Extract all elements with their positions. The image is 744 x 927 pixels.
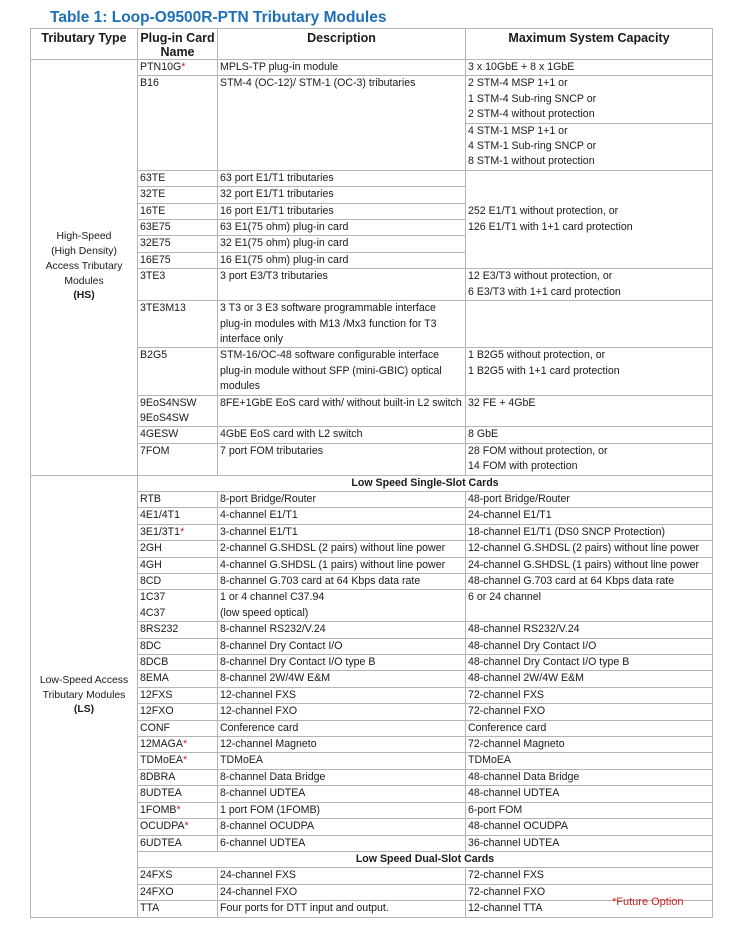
card-name-cell xyxy=(138,671,218,687)
description-cell xyxy=(218,884,466,900)
cell-line: 12 E3/T3 without protection, or xyxy=(468,270,613,283)
cell-line: TDMoEA xyxy=(220,754,263,767)
cell-line: 2-channel G.SHDSL (2 pairs) without line power xyxy=(220,542,446,555)
cell-line: 3 T3 or 3 E3 software programmable interface xyxy=(220,302,436,315)
capacity-cell xyxy=(466,269,713,301)
cell-line: 72-channel FXO xyxy=(468,705,546,718)
cell-line: STM-4 (OC-12)/ STM-1 (OC-3) tributaries xyxy=(220,77,416,90)
card-name-cell xyxy=(138,557,218,573)
capacity-cell xyxy=(466,123,713,170)
cell-line: 12-channel FXS xyxy=(220,688,296,701)
cell-line: 4 STM-1 MSP 1+1 or xyxy=(468,124,568,137)
capacity-cell xyxy=(466,687,713,703)
cell-line: 8 STM-1 without protection xyxy=(468,155,595,168)
single-slot-subheader: Low Speed Single-Slot Cards xyxy=(138,475,713,491)
card-name-cell xyxy=(138,427,218,443)
cell-line: 8DCB xyxy=(140,656,169,669)
category-line: High-Speed xyxy=(56,231,112,243)
cell-line: 8RS232 xyxy=(140,623,179,636)
description-cell xyxy=(218,220,466,236)
cell-line: OCUDPA* xyxy=(140,820,189,833)
card-name-cell xyxy=(138,443,218,475)
category-line: Low-Speed Access xyxy=(39,674,129,686)
card-name-cell xyxy=(138,786,218,802)
cell-line: 8-channel UDTEA xyxy=(220,787,306,800)
cell-line: modules xyxy=(220,380,261,393)
card-name-cell xyxy=(138,348,218,395)
cell-line: 8CD xyxy=(140,575,162,587)
cell-line: 8-channel Dry Contact I/O xyxy=(220,639,343,652)
dual-slot-subheader: Low Speed Dual-Slot Cards xyxy=(138,851,713,867)
card-name-cell xyxy=(138,638,218,654)
cell-line: B2G5 xyxy=(140,349,168,362)
category-line: (LS) xyxy=(73,704,95,716)
capacity-cell xyxy=(466,671,713,687)
cell-line: RTB xyxy=(140,492,161,505)
cell-line: 1 STM-4 Sub-ring SNCP or xyxy=(468,92,597,105)
ls-category-cell xyxy=(31,475,138,917)
header-tributary-type: Tributary Type xyxy=(31,29,138,60)
description-cell xyxy=(218,203,466,219)
capacity-cell xyxy=(466,574,713,590)
cell-line: MPLS-TP plug-in module xyxy=(220,61,339,73)
cell-line: 8-port Bridge/Router xyxy=(220,492,316,505)
cell-line: 12FXO xyxy=(140,705,174,718)
cell-line: 1 or 4 channel C37.94 xyxy=(220,591,325,604)
future-option-marker: * xyxy=(176,803,181,816)
cell-line: plug-in modules with M13 /Mx3 function for T3 xyxy=(220,317,437,330)
description-cell xyxy=(218,252,466,268)
description-cell xyxy=(218,687,466,703)
card-name-cell xyxy=(138,269,218,301)
capacity-cell xyxy=(466,427,713,443)
cell-line: 24-channel FXS xyxy=(220,869,296,882)
cell-line: 8 GbE xyxy=(468,428,499,441)
card-name-cell xyxy=(138,590,218,622)
description-cell xyxy=(218,395,466,427)
cell-line: 8-channel 2W/4W E&M xyxy=(220,672,331,685)
card-name-cell xyxy=(138,704,218,720)
capacity-cell xyxy=(466,170,713,268)
cell-line: 16 E1(75 ohm) plug-in card xyxy=(220,253,349,266)
cell-line: Four ports for DTT input and output. xyxy=(220,902,389,915)
future-option-footnote: *Future Option xyxy=(612,896,684,908)
cell-line: 12-channel FXO xyxy=(220,705,298,718)
cell-line: 126 E1/T1 with 1+1 card protection xyxy=(468,220,633,233)
cell-line: 6-channel UDTEA xyxy=(220,836,306,849)
card-name-cell xyxy=(138,395,218,427)
cell-line: 24-channel E1/T1 xyxy=(468,509,552,522)
cell-line: 8EMA xyxy=(140,672,169,685)
cell-line: interface only xyxy=(220,332,284,345)
cell-line: 32 E1(75 ohm) plug-in card xyxy=(220,237,349,250)
card-name-cell xyxy=(138,236,218,252)
description-cell xyxy=(218,301,466,348)
card-name-cell xyxy=(138,835,218,851)
cell-line: 4-channel E1/T1 xyxy=(220,509,298,522)
header-row xyxy=(31,29,713,60)
cell-line: 12MAGA* xyxy=(140,738,188,751)
capacity-cell xyxy=(466,769,713,785)
capacity-cell xyxy=(466,557,713,573)
cell-line: 32TE xyxy=(140,188,166,201)
cell-line: 8-channel RS232/V.24 xyxy=(220,623,326,636)
cell-line: 4E1/4T1 xyxy=(140,509,181,522)
description-cell xyxy=(218,348,466,395)
capacity-cell xyxy=(466,590,713,622)
cell-line: 1 B2G5 without protection, or xyxy=(468,349,606,362)
cell-line: 8UDTEA xyxy=(140,787,182,800)
card-name-cell xyxy=(138,76,218,170)
capacity-cell xyxy=(466,76,713,123)
card-name-cell xyxy=(138,524,218,540)
cell-line: Conference card xyxy=(468,721,547,734)
cell-line: 48-port Bridge/Router xyxy=(468,492,570,505)
header-card-name: Plug-in Card Name xyxy=(138,29,218,60)
card-name-cell xyxy=(138,622,218,638)
category-line: Access Tributary xyxy=(45,260,123,272)
cell-line: 72-channel FXS xyxy=(468,688,544,701)
cell-line: 32E75 xyxy=(140,237,171,250)
description-cell xyxy=(218,868,466,884)
future-option-marker: * xyxy=(181,61,186,73)
description-cell xyxy=(218,753,466,769)
table-row xyxy=(31,60,713,76)
card-name-cell xyxy=(138,491,218,507)
cell-line: 72-channel Magneto xyxy=(468,738,565,751)
cell-line: 24FXS xyxy=(140,869,173,882)
description-cell xyxy=(218,802,466,818)
description-cell xyxy=(218,524,466,540)
cell-line: 24-channel G.SHDSL (1 pairs) without line power xyxy=(468,558,700,571)
cell-line: 48-channel 2W/4W E&M xyxy=(468,672,584,685)
category-line: Modules xyxy=(64,275,104,287)
tributary-modules-table xyxy=(30,28,713,918)
card-name-cell xyxy=(138,541,218,557)
cell-line: 2 STM-4 without protection xyxy=(468,108,595,121)
cell-line: 12-channel G.SHDSL (2 pairs) without line power xyxy=(468,542,700,555)
capacity-cell xyxy=(466,395,713,427)
capacity-cell xyxy=(466,835,713,851)
description-cell xyxy=(218,704,466,720)
cell-line: 9EoS4NSW xyxy=(140,396,197,409)
cell-line: 4 STM-1 Sub-ring SNCP or xyxy=(468,140,597,153)
cell-line: PTN10G* xyxy=(140,61,186,73)
cell-line: 63 E1(75 ohm) plug-in card xyxy=(220,221,349,234)
card-name-cell xyxy=(138,301,218,348)
description-cell xyxy=(218,786,466,802)
description-cell xyxy=(218,170,466,186)
cell-line: 3-channel E1/T1 xyxy=(220,525,298,538)
card-name-cell xyxy=(138,655,218,671)
cell-line: 48-channel Dry Contact I/O type B xyxy=(468,656,630,669)
cell-line: 12FXS xyxy=(140,688,173,701)
card-name-cell xyxy=(138,769,218,785)
card-name-cell xyxy=(138,220,218,236)
cell-line: 2 STM-4 MSP 1+1 or xyxy=(468,77,568,90)
description-cell xyxy=(218,541,466,557)
cell-line: 4GH xyxy=(140,558,162,571)
cell-line: 8DC xyxy=(140,639,162,652)
cell-line: 252 E1/T1 without protection, or xyxy=(468,205,619,218)
future-option-marker: * xyxy=(182,754,188,767)
card-name-cell xyxy=(138,901,218,917)
cell-line: 2GH xyxy=(140,542,162,555)
capacity-cell xyxy=(466,655,713,671)
description-cell xyxy=(218,236,466,252)
description-cell xyxy=(218,622,466,638)
cell-line: 16 port E1/T1 tributaries xyxy=(220,204,334,217)
cell-line: 48-channel Dry Contact I/O xyxy=(468,639,597,652)
card-name-cell xyxy=(138,508,218,524)
capacity-cell xyxy=(466,802,713,818)
cell-line: 1 port FOM (1FOMB) xyxy=(220,803,321,816)
card-name-cell xyxy=(138,868,218,884)
cell-line: 8-channel Data Bridge xyxy=(220,770,326,783)
cell-line: 72-channel FXS xyxy=(468,869,544,882)
card-name-cell xyxy=(138,252,218,268)
card-name-cell xyxy=(138,737,218,753)
category-line: Tributary Modules xyxy=(42,689,126,701)
cell-line: 24FXO xyxy=(140,885,174,898)
card-name-cell xyxy=(138,170,218,186)
description-cell xyxy=(218,574,466,590)
cell-line: 18-channel E1/T1 (DS0 SNCP Protection) xyxy=(468,525,666,538)
cell-line: 8-channel G.703 card at 64 Kbps data rate xyxy=(220,575,421,587)
capacity-cell xyxy=(466,508,713,524)
card-name-cell xyxy=(138,720,218,736)
capacity-cell xyxy=(466,524,713,540)
future-option-marker: * xyxy=(182,738,188,751)
category-line: (HS) xyxy=(73,290,95,302)
cell-line: 63E75 xyxy=(140,221,171,234)
cell-line: 7FOM xyxy=(140,444,170,457)
hs-category-cell xyxy=(31,60,138,476)
cell-line: 3 x 10GbE + 8 x 1GbE xyxy=(468,61,575,73)
future-option-marker: * xyxy=(184,820,189,833)
cell-line: 4GESW xyxy=(140,428,179,441)
description-cell xyxy=(218,590,466,622)
capacity-cell xyxy=(466,753,713,769)
card-name-cell xyxy=(138,60,218,76)
cell-line: 8-channel Dry Contact I/O type B xyxy=(220,656,376,669)
description-cell xyxy=(218,76,466,170)
cell-line: 3 port E3/T3 tributaries xyxy=(220,270,328,283)
cell-line: 48-channel OCUDPA xyxy=(468,820,568,833)
capacity-cell xyxy=(466,443,713,475)
cell-line: 48-channel UDTEA xyxy=(468,787,560,800)
description-cell xyxy=(218,443,466,475)
description-cell xyxy=(218,819,466,835)
card-name-cell xyxy=(138,574,218,590)
capacity-cell xyxy=(466,819,713,835)
description-cell xyxy=(218,60,466,76)
cell-line: 32 FE + 4GbE xyxy=(468,396,536,409)
header-description: Description xyxy=(218,29,466,60)
capacity-cell xyxy=(466,704,713,720)
cell-line: 3TE3 xyxy=(140,270,166,283)
future-option-marker: * xyxy=(180,525,185,538)
card-name-cell xyxy=(138,802,218,818)
cell-line: 7 port FOM tributaries xyxy=(220,444,324,457)
cell-line: 8DBRA xyxy=(140,770,176,783)
cell-line: 8-channel OCUDPA xyxy=(220,820,315,833)
cell-line: 6UDTEA xyxy=(140,836,182,849)
cell-line: 4C37 xyxy=(140,606,166,619)
capacity-cell xyxy=(466,622,713,638)
cell-line: CONF xyxy=(140,721,171,734)
card-name-cell xyxy=(138,687,218,703)
description-cell xyxy=(218,901,466,917)
description-cell xyxy=(218,737,466,753)
cell-line: TTA xyxy=(140,902,160,915)
category-line: (High Density) xyxy=(51,246,117,258)
capacity-cell xyxy=(466,786,713,802)
description-cell xyxy=(218,269,466,301)
card-name-cell xyxy=(138,203,218,219)
description-cell xyxy=(218,427,466,443)
cell-line: 6 or 24 channel xyxy=(468,591,542,604)
description-cell xyxy=(218,769,466,785)
cell-line: 6 E3/T3 with 1+1 card protection xyxy=(468,285,621,298)
capacity-cell xyxy=(466,720,713,736)
card-name-cell xyxy=(138,884,218,900)
capacity-cell xyxy=(466,60,713,76)
capacity-cell xyxy=(466,541,713,557)
card-name-cell xyxy=(138,819,218,835)
description-cell xyxy=(218,508,466,524)
cell-line: 32 port E1/T1 tributaries xyxy=(220,188,334,201)
cell-line: 6-port FOM xyxy=(468,803,523,816)
cell-line: 4-channel G.SHDSL (1 pairs) without line power xyxy=(220,558,446,571)
description-cell xyxy=(218,491,466,507)
capacity-cell xyxy=(466,737,713,753)
cell-line: 72-channel FXO xyxy=(468,885,546,898)
description-cell xyxy=(218,187,466,203)
capacity-cell xyxy=(466,868,713,884)
capacity-cell xyxy=(466,638,713,654)
cell-line: 48-channel Data Bridge xyxy=(468,770,580,783)
cell-line: 16TE xyxy=(140,204,166,217)
cell-line: 1FOMB* xyxy=(140,803,181,816)
cell-line: TDMoEA* xyxy=(140,754,188,767)
cell-line: 9EoS4SW xyxy=(140,411,189,424)
description-cell xyxy=(218,638,466,654)
cell-line: 48-channel RS232/V.24 xyxy=(468,623,580,636)
cell-line: 3TE3M13 xyxy=(140,302,186,315)
description-cell xyxy=(218,835,466,851)
cell-line: 8FE+1GbE EoS card with/ without built-in L2 switch xyxy=(220,396,462,409)
cell-line: B16 xyxy=(140,77,159,90)
cell-line: STM-16/OC-48 software configurable interface xyxy=(220,349,440,362)
description-cell xyxy=(218,557,466,573)
card-name-cell xyxy=(138,753,218,769)
header-capacity: Maximum System Capacity xyxy=(466,29,713,60)
cell-line: TDMoEA xyxy=(468,754,511,767)
cell-line: 63TE xyxy=(140,171,166,184)
cell-line: 36-channel UDTEA xyxy=(468,836,560,849)
capacity-cell xyxy=(466,301,713,348)
cell-line: 63 port E1/T1 tributaries xyxy=(220,171,334,184)
capacity-cell xyxy=(466,348,713,395)
cell-line: 28 FOM without protection, or xyxy=(468,444,608,457)
capacity-cell xyxy=(466,491,713,507)
cell-line: 24-channel FXO xyxy=(220,885,298,898)
description-cell xyxy=(218,671,466,687)
cell-line: (low speed optical) xyxy=(220,606,309,619)
cell-line: 14 FOM with protection xyxy=(468,460,578,473)
cell-line: 16E75 xyxy=(140,253,171,266)
cell-line: 4GbE EoS card with L2 switch xyxy=(220,428,363,441)
cell-line: plug-in module without SFP (mini-GBIC) optical xyxy=(220,364,442,377)
cell-line: 1C37 xyxy=(140,591,166,604)
cell-line: 12-channel Magneto xyxy=(220,738,317,751)
description-cell xyxy=(218,720,466,736)
description-cell xyxy=(218,655,466,671)
cell-line: 1 B2G5 with 1+1 card protection xyxy=(468,364,620,377)
cell-line: Conference card xyxy=(220,721,299,734)
card-name-cell xyxy=(138,187,218,203)
table-title: Table 1: Loop-O9500R-PTN Tributary Modules xyxy=(50,9,387,26)
cell-line: 48-channel G.703 card at 64 Kbps data rate xyxy=(468,575,675,587)
table-row xyxy=(31,475,713,491)
cell-line: 12-channel TTA xyxy=(468,902,543,915)
cell-line: 3E1/3T1* xyxy=(140,525,185,538)
